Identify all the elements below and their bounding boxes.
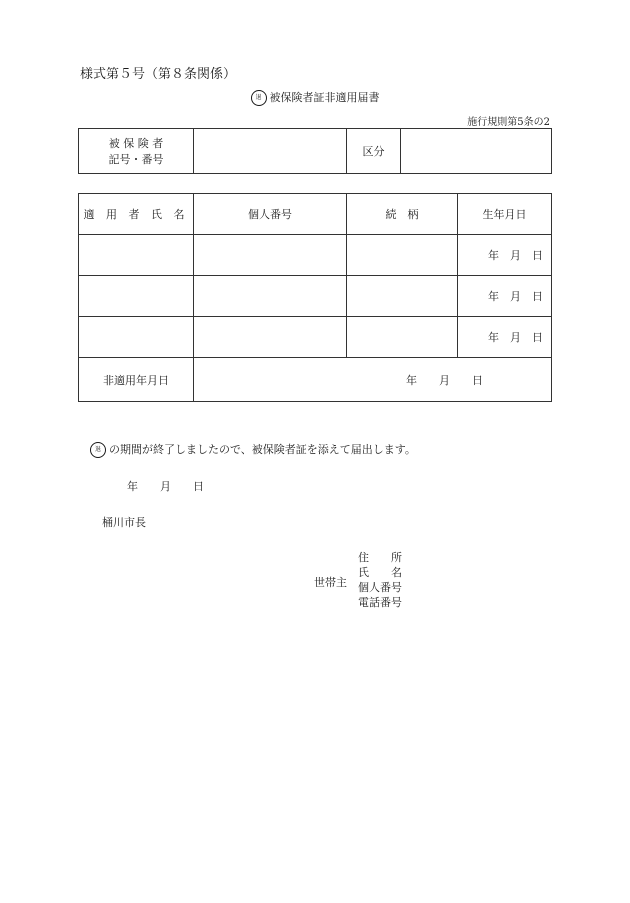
header-row <box>79 194 552 235</box>
month-label: 月 <box>510 249 521 262</box>
category-field[interactable] <box>401 129 552 174</box>
insured-table <box>78 128 552 174</box>
header-relationship: 続 柄 <box>347 194 458 235</box>
table-row <box>79 276 552 317</box>
insured-label-line1: 被 保 険 者 <box>108 137 164 150</box>
relationship-field[interactable] <box>347 317 458 358</box>
insured-label <box>79 129 194 174</box>
day-label: 日 <box>532 331 543 344</box>
category-label: 区分 <box>347 129 401 174</box>
form-number: 様式第５号（第８条関係） <box>80 67 237 82</box>
birthdate-field[interactable] <box>458 235 552 276</box>
insured-label-line2: 記号・番号 <box>108 153 164 166</box>
personal-number-field[interactable] <box>194 276 347 317</box>
householder-label: 世帯主 <box>314 576 347 589</box>
personal-number-field[interactable] <box>194 235 347 276</box>
day-label: 日 <box>193 480 204 493</box>
form-title <box>0 89 630 106</box>
month-label: 月 <box>160 480 171 493</box>
year-label: 年 <box>488 290 499 303</box>
header-birthdate: 生年月日 <box>458 194 552 235</box>
table-row <box>79 235 552 276</box>
statement-text: の期間が終了しましたので、被保険者証を添えて届出します。 <box>109 443 416 456</box>
applicants-table <box>78 193 552 402</box>
month-label: 月 <box>510 331 521 344</box>
personal-number-field[interactable] <box>194 317 347 358</box>
householder-fields <box>358 550 402 610</box>
address-label: 住 所 <box>358 551 402 564</box>
year-label: 年 <box>406 373 417 387</box>
birthdate-field[interactable] <box>458 317 552 358</box>
year-label: 年 <box>488 249 499 262</box>
regulation-reference: 施行規則第5条の2 <box>467 117 550 128</box>
relationship-field[interactable] <box>347 235 458 276</box>
month-label: 月 <box>439 373 450 387</box>
day-label: 日 <box>532 249 543 262</box>
birthdate-field[interactable] <box>458 276 552 317</box>
insured-number-field[interactable] <box>194 129 347 174</box>
personal-number-label: 個人番号 <box>358 581 402 594</box>
applicant-name-field[interactable] <box>79 276 194 317</box>
table-row <box>79 317 552 358</box>
addressee: 桶川市長 <box>102 516 146 529</box>
non-apply-date-field[interactable] <box>194 358 552 402</box>
form-title-text: 被保険者証非適用届書 <box>269 91 380 104</box>
month-label: 月 <box>510 290 521 303</box>
header-personal-number: 個人番号 <box>194 194 347 235</box>
name-label: 氏 名 <box>358 566 402 579</box>
day-label: 日 <box>532 290 543 303</box>
submission-date[interactable] <box>127 478 226 494</box>
year-label: 年 <box>127 480 138 493</box>
circle-mark-icon: 退 <box>251 90 267 106</box>
day-label: 日 <box>472 373 483 387</box>
statement <box>90 441 416 458</box>
header-applicant-name: 適 用 者 氏 名 <box>79 194 194 235</box>
applicant-name-field[interactable] <box>79 235 194 276</box>
year-label: 年 <box>488 331 499 344</box>
applicant-name-field[interactable] <box>79 317 194 358</box>
circle-mark-icon: 退 <box>90 442 106 458</box>
relationship-field[interactable] <box>347 276 458 317</box>
phone-number-label: 電話番号 <box>358 596 402 609</box>
non-apply-date-label: 非適用年月日 <box>79 358 194 402</box>
non-apply-row <box>79 358 552 402</box>
